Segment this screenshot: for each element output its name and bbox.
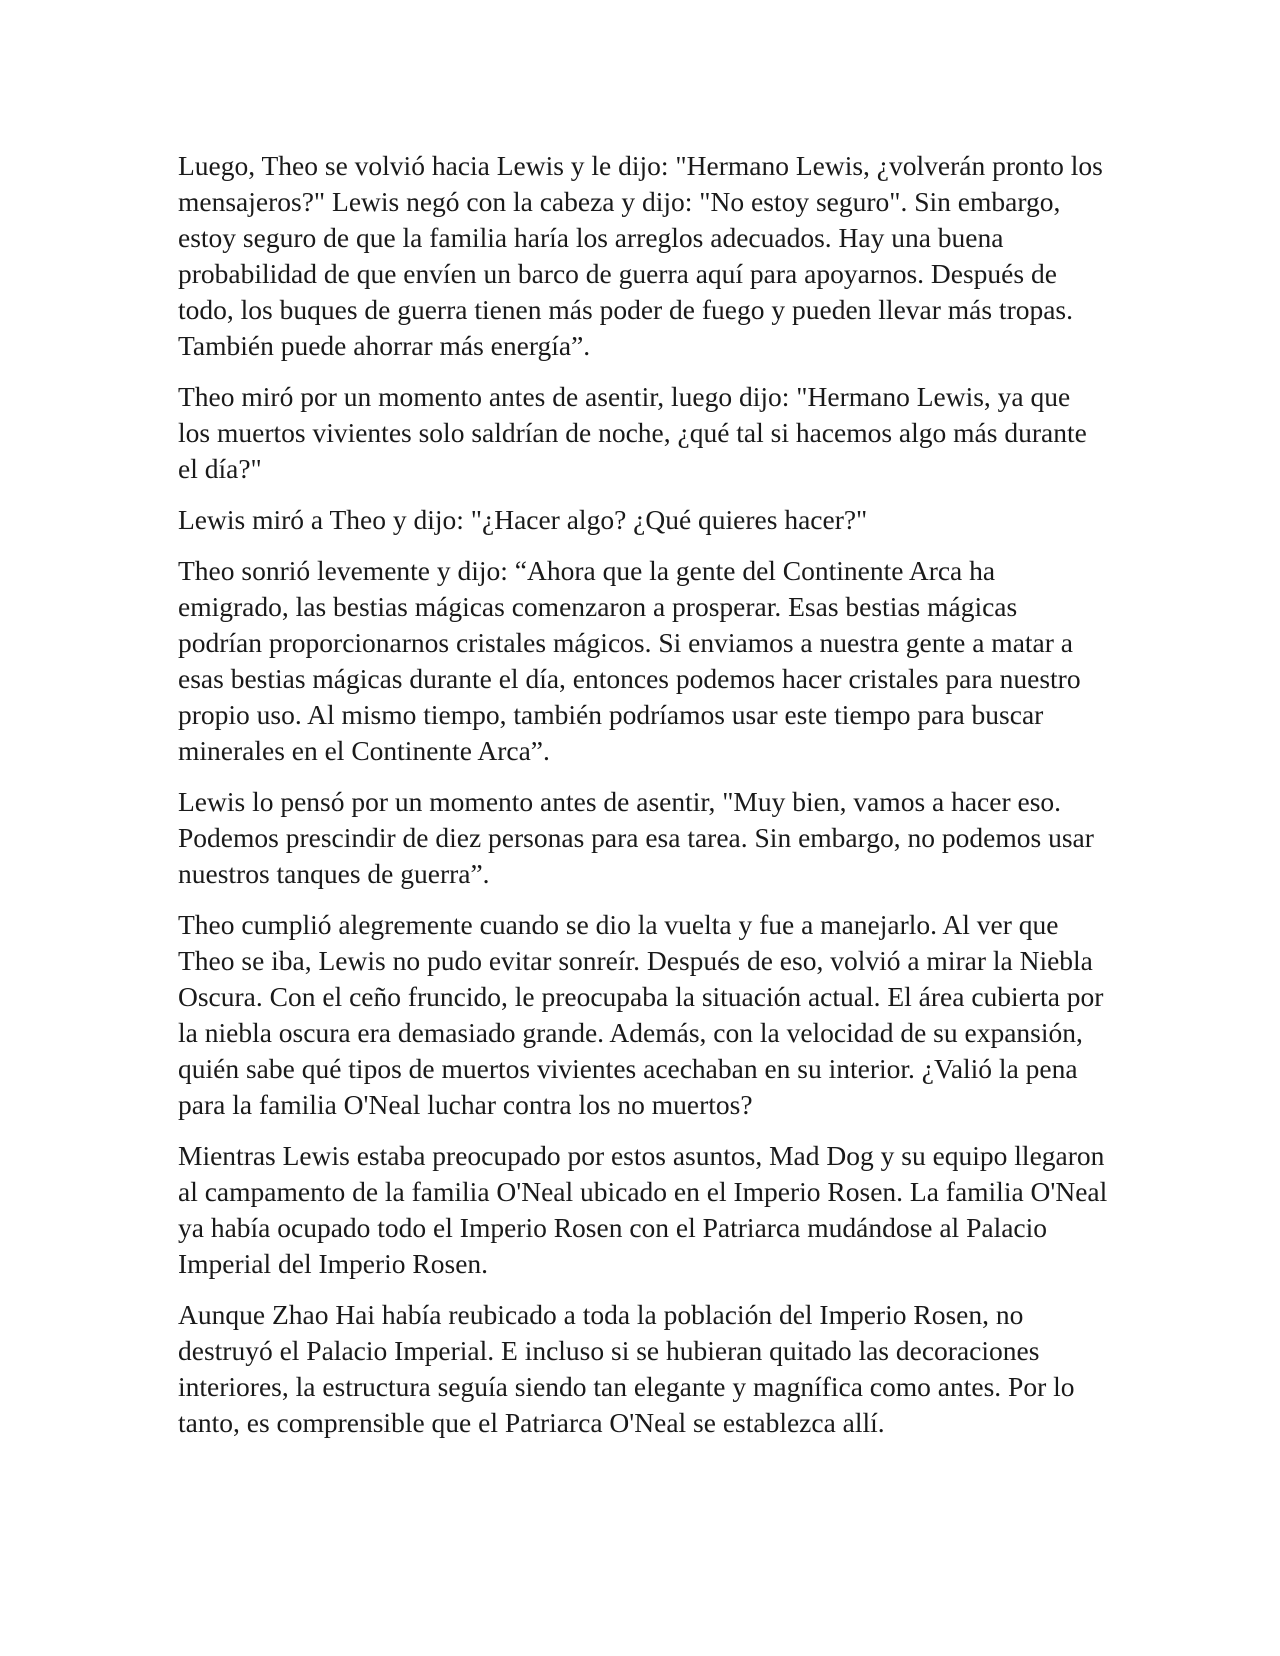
paragraph-3: Lewis miró a Theo y dijo: "¿Hacer algo? ¿Qué quieres hacer?"	[178, 504, 868, 535]
text-column	[178, 148, 1108, 1456]
paragraph-1: Luego, Theo se volvió hacia Lewis y le dijo: "Hermano Lewis, ¿volverán pronto los mensajeros?" Lewis negó con la cabeza y dijo: "No estoy seguro". Sin embargo, estoy seguro de que la familia haría los arreglos adecuados. Hay una buena probabilidad de que envíen un barco de guerra aquí para apoyarnos. Después de todo, los buques de guerra tienen más poder de fuego y pueden llevar más tropas. También puede ahorrar más energía”.	[178, 150, 1103, 361]
paragraph-5: Lewis lo pensó por un momento antes de asentir, "Muy bien, vamos a hacer eso. Podemos prescindir de diez personas para esa tarea. Sin embargo, no podemos usar nuestros tanques de guerra”.	[178, 786, 1094, 889]
paragraph-4: Theo sonrió levemente y dijo: “Ahora que la gente del Continente Arca ha emigrado, las bestias mágicas comenzaron a prosperar. Esas bestias mágicas podrían proporcionarnos cristales mágicos. Si enviamos a nuestra gente a matar a esas bestias mágicas durante el día, entonces podemos hacer cristales para nuestro propio uso. Al mismo tiempo, también podríamos usar este tiempo para buscar minerales en el Continente Arca”.	[178, 555, 1081, 766]
paragraph-6: Theo cumplió alegremente cuando se dio la vuelta y fue a manejarlo. Al ver que Theo se iba, Lewis no pudo evitar sonreír. Después de eso, volvió a mirar la Niebla Oscura. Con el ceño fruncido, le preocupaba la situación actual. El área cubierta por la niebla oscura era demasiado grande. Además, con la velocidad de su expansión, quién sabe qué tipos de muertos vivientes acechaban en su interior. ¿Valió la pena para la familia O'Neal luchar contra los no muertos?	[178, 909, 1104, 1120]
paragraph-2: Theo miró por un momento antes de asentir, luego dijo: "Hermano Lewis, ya que los muertos vivientes solo saldrían de noche, ¿qué tal si hacemos algo más durante el día?"	[178, 381, 1087, 484]
paragraph-7: Mientras Lewis estaba preocupado por estos asuntos, Mad Dog y su equipo llegaron al campamento de la familia O'Neal ubicado en el Imperio Rosen. La familia O'Neal ya había ocupado todo el Imperio Rosen con el Patriarca mudándose al Palacio Imperial del Imperio Rosen.	[178, 1140, 1108, 1279]
paragraph-8: Aunque Zhao Hai había reubicado a toda la población del Imperio Rosen, no destruyó el Palacio Imperial. E incluso si se hubieran quitado las decoraciones interiores, la estructura seguía siendo tan elegante y magnífica como antes. Por lo tanto, es comprensible que el Patriarca O'Neal se establezca allí.	[178, 1299, 1075, 1438]
